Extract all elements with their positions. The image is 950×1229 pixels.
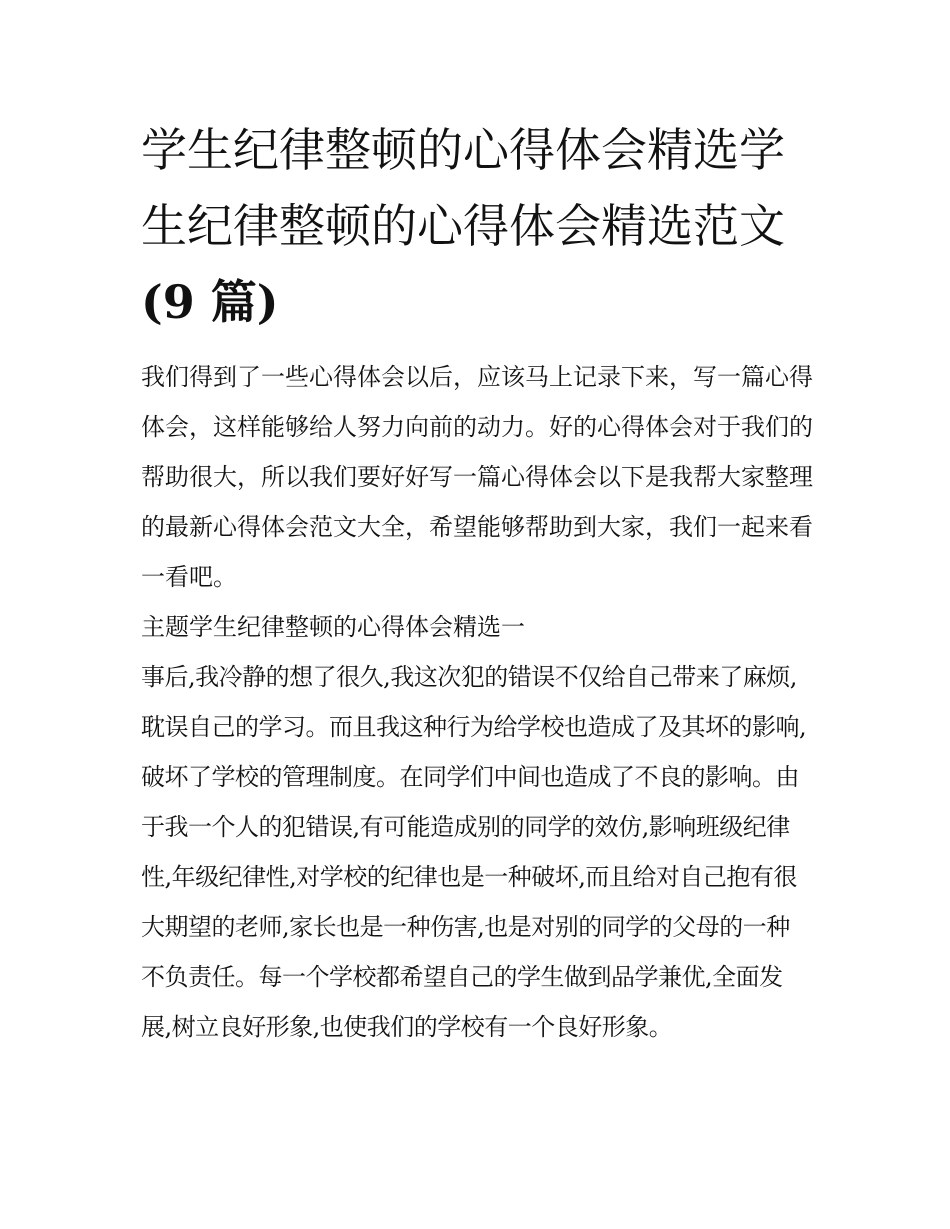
- title-text: 学生纪律整顿的心得体会精选学生纪律整顿的心得体会精选范文: [141, 123, 785, 253]
- section-paragraph: 事后,我冷静的想了很久,我这次犯的错误不仅给自己带来了麻烦,耽误自己的学习。而且我这种行为给学校也造成了及其坏的影响,破坏了学校的管理制度。在同学们中间也造成了不良的影响。由于我一个人的犯错误,有可能造成别的同学的效仿,影响班级纪律性,年级纪律性,对学校的纪律也是一种破坏,而且给对自己抱有很大期望的老师,家长也是一种伤害,也是对别的同学的父母的一种不负责任。每一个学校都希望自己的学生做到品学兼优,全面发展,树立良好形象,也使我们的学校有一个良好形象。: [141, 663, 807, 1041]
- document-title: [141, 112, 813, 340]
- section-heading: 主题学生纪律整顿的心得体会精选一: [141, 613, 525, 641]
- title-count: (9 篇): [141, 275, 279, 329]
- document-page: [141, 112, 813, 1052]
- intro-paragraph: 我们得到了一些心得体会以后，应该马上记录下来，写一篇心得体会，这样能够给人努力向前的动力。好的心得体会对于我们的帮助很大，所以我们要好好写一篇心得体会以下是我帮大家整理的最新心得体会范文大全，希望能够帮助到大家，我们一起来看一看吧。: [141, 363, 813, 591]
